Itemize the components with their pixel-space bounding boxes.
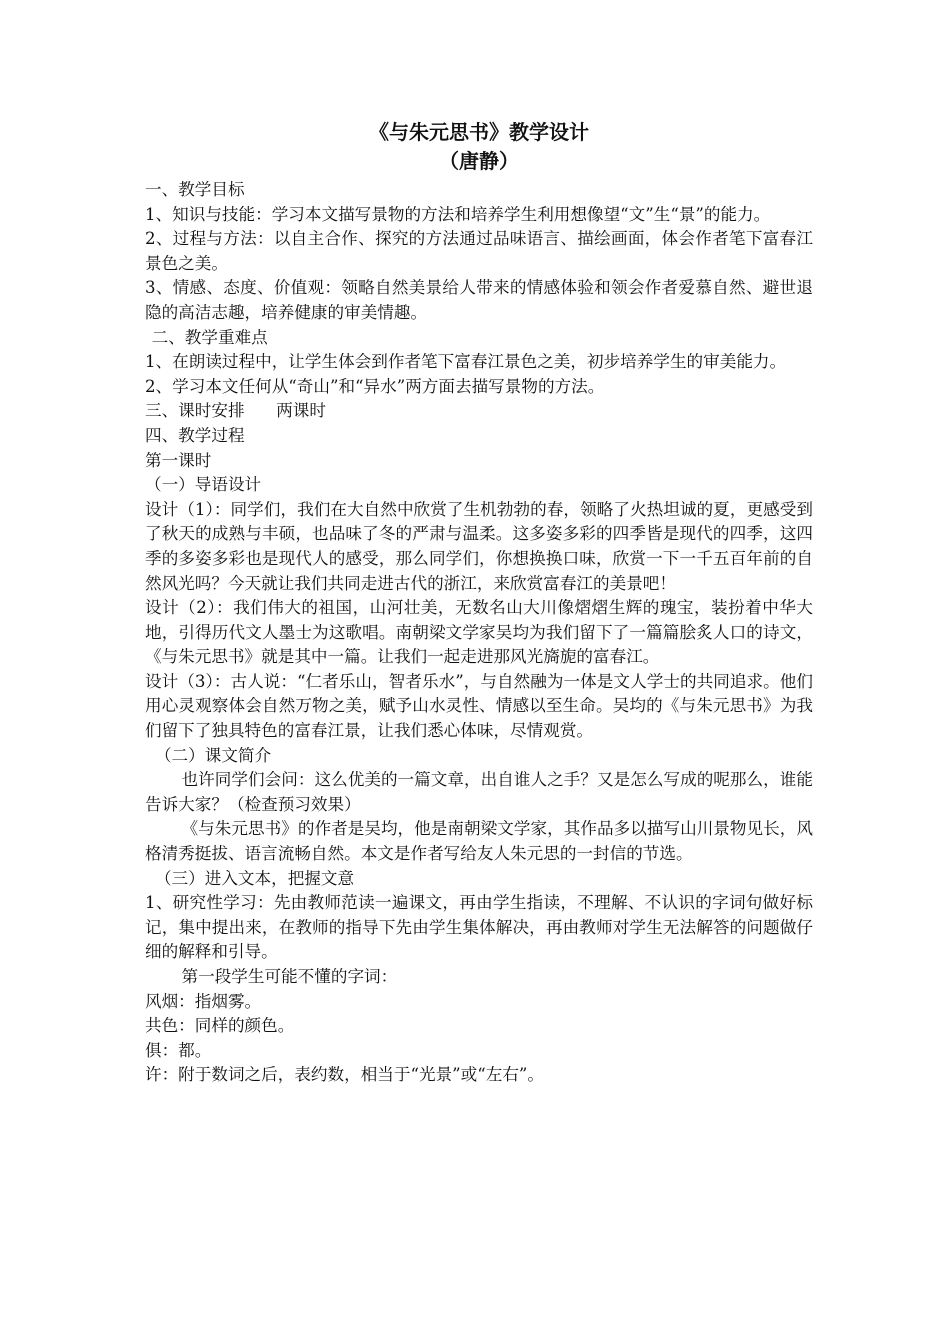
document-author: （唐静） bbox=[439, 149, 519, 173]
paragraph-design-2: 设计（2）：我们伟大的祖国，山河壮美，无数名山大川像熠熠生辉的瑰宝，装扮着中华大地，引得历代文人墨士为这歌唱。南朝梁文学家吴均为我们留下了一篇篇脍炙人口的诗文，《与朱元思书》就是其中一篇。让我们一起走进那风光旖旎的富春江。 bbox=[145, 598, 813, 667]
paragraph-key-point-1: 1、在朗读过程中，让学生体会到作者笔下富春江景色之美，初步培养学生的审美能力。 bbox=[145, 352, 787, 372]
vocab-item: 许：附于数词之后，表约数，相当于“光景”或“左右”。 bbox=[145, 1065, 544, 1085]
paragraph-research-study: 1、研究性学习：先由教师范读一遍课文，再由学生指读，不理解、不认识的字词句做好标记，集中提出来，在教师的指导下先由学生集体解决，再由教师对学生无法解答的问题做仔细的解释和引导。 bbox=[145, 893, 813, 962]
paragraph-goal-process: 2、过程与方法：以自主合作、探究的方法通过品味语言、描绘画面，体会作者笔下富春江景色之美。 bbox=[145, 229, 813, 273]
paragraph-author-intro: 《与朱元思书》的作者是吴均，他是南朝梁文学家，其作品多以描写山川景物见长，风格清秀挺拔、语言流畅自然。本文是作者写给友人朱元思的一封信的节选。 bbox=[145, 819, 813, 864]
paragraph-goal-knowledge: 1、知识与技能：学习本文描写景物的方法和培养学生利用想像望“文”生“景”的能力。 bbox=[145, 204, 771, 224]
document-page bbox=[145, 118, 813, 1088]
vocab-item: 俱：都。 bbox=[145, 1040, 212, 1060]
heading-teaching-goals: 一、教学目标 bbox=[145, 180, 245, 199]
heading-process: 四、教学过程 bbox=[145, 425, 245, 445]
heading-first-lesson: 第一课时 bbox=[145, 450, 212, 470]
vocab-item: 共色：同样的颜色。 bbox=[145, 1016, 295, 1036]
heading-enter-text: （三）进入文本，把握文意 bbox=[154, 868, 355, 888]
heading-schedule: 三、课时安排 两课时 bbox=[145, 401, 326, 421]
heading-intro-design: （一）导语设计 bbox=[145, 475, 262, 495]
paragraph-key-point-2: 2、学习本文任何从“奇山”和“异水”两方面去描写景物的方法。 bbox=[145, 376, 605, 396]
heading-text-intro: （二）课文简介 bbox=[154, 745, 272, 765]
paragraph-vocab-heading: 第一段学生可能不懂的字词： bbox=[181, 967, 398, 986]
paragraph-intro-question: 也许同学们会问：这么优美的一篇文章，出自谁人之手？又是怎么写成的呢那么，谁能告诉大家？（检查预习效果） bbox=[145, 770, 813, 814]
paragraph-goal-emotion: 3、情感、态度、价值观：领略自然美景给人带来的情感体验和领会作者爱慕自然、避世退隐的高洁志趣，培养健康的审美情趣。 bbox=[145, 278, 813, 322]
heading-key-points: 二、教学重难点 bbox=[151, 327, 268, 347]
document-title: 《与朱元思书》教学设计 bbox=[369, 120, 589, 144]
paragraph-design-1: 设计（1）：同学们，我们在大自然中欣赏了生机勃勃的春，领略了火热坦诚的夏，更感受到了秋天的成熟与丰硕，也品味了冬的严肃与温柔。这多姿多彩的四季皆是现代的四季，这四季的多姿多彩也是现代人的感受，那么同学们，你想换换口味，欣赏一下一千五百年前的自然风光吗？今天就让我们共同走进古代的浙江，来欣赏富春江的美景吧！ bbox=[145, 499, 813, 593]
vocab-item: 风烟：指烟雾。 bbox=[145, 991, 262, 1011]
paragraph-design-3: 设计（3）：古人说：“仁者乐山，智者乐水”，与自然融为一体是文人学士的共同追求。他们用心灵观察体会自然万物之美，赋予山水灵性、情感以至生命。吴均的《与朱元思书》为我们留下了独具特色的富春江景，让我们悉心体味，尽情观赏。 bbox=[145, 671, 813, 741]
